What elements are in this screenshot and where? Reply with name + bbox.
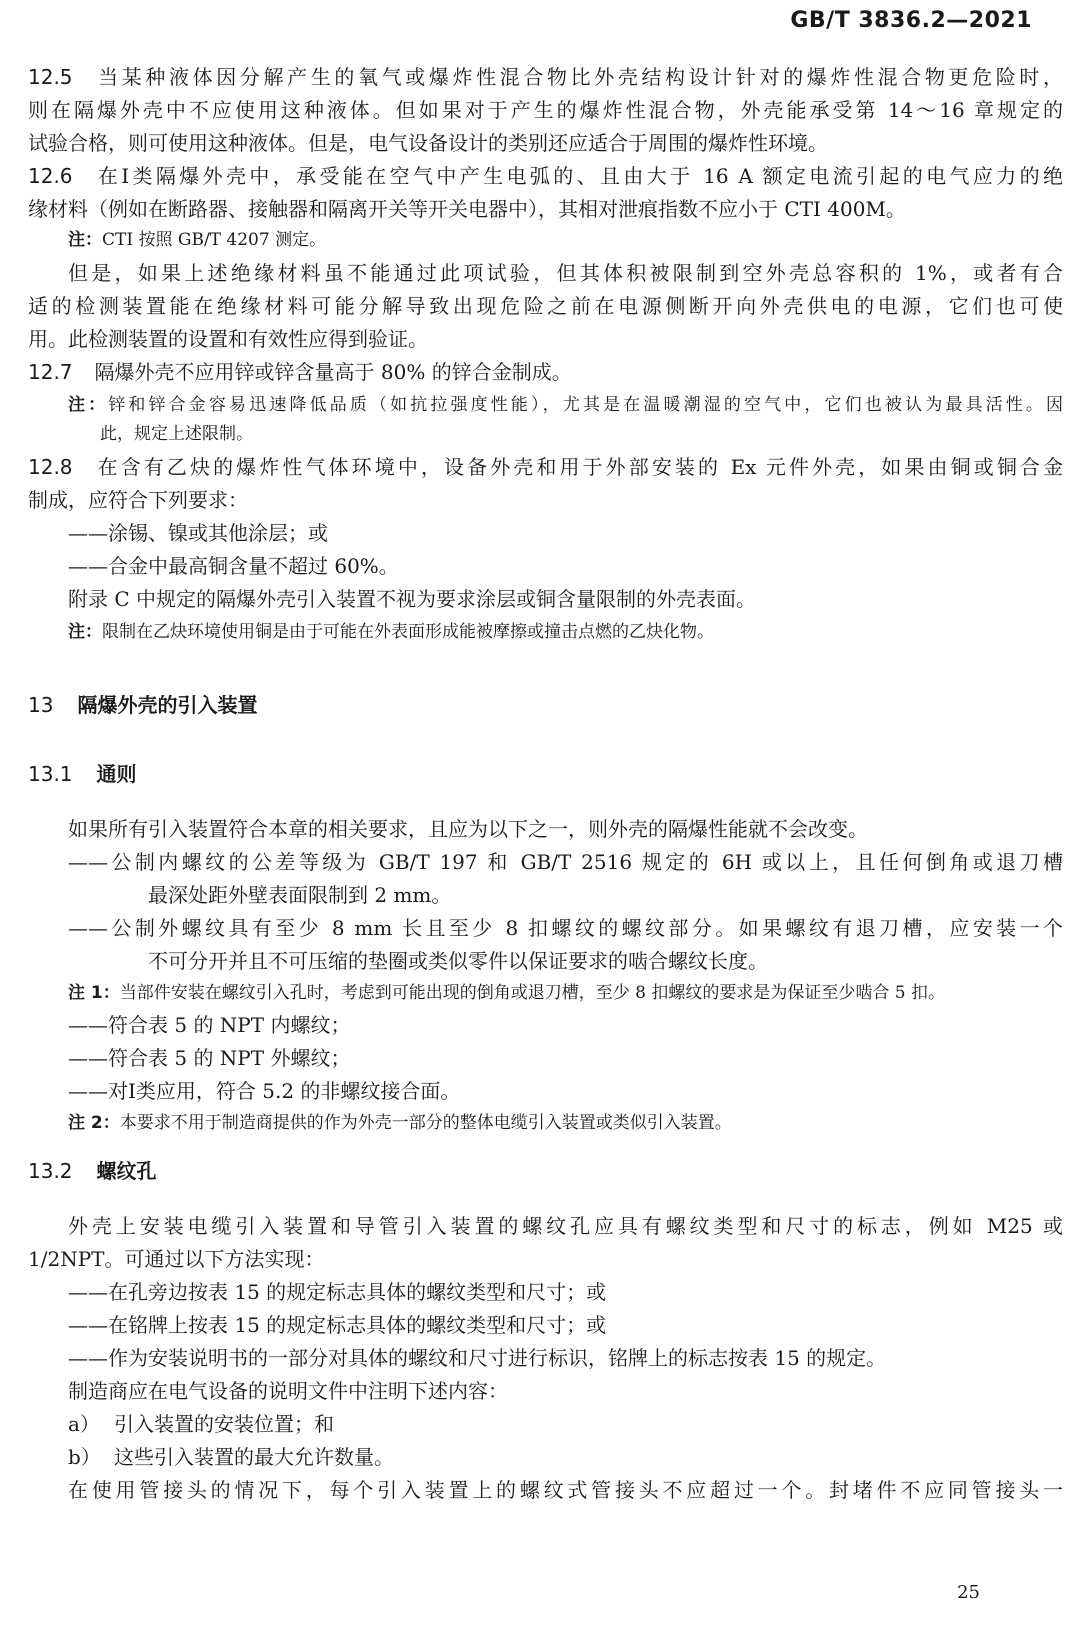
clause-12-7-note-line-1: 注：锌和锌合金容易迅速降低品质（如抗拉强度性能），尤其是在温暖潮湿的空气中，它们也被认为最具活性。因 <box>68 395 1063 415</box>
clause-12-6-para-line-3: 用。此检测装置的设置和有效性应得到验证。 <box>28 327 428 351</box>
clause-13-2-list-b: b） 这些引入装置的最大允许数量。 <box>68 1445 394 1469</box>
clause-13-1-item-4: ——符合表 5 的 NPT 外螺纹； <box>68 1046 351 1070</box>
clause-number: 12.5 <box>28 65 73 89</box>
clause-12-6-para-line-1: 但是，如果上述绝缘材料虽不能通过此项试验，但其体积被限制到空外壳总容积的 1%，或者有合 <box>68 261 1063 285</box>
clause-13-1-item-2-line-2: 不可分开并且不可压缩的垫圈或类似零件以保证要求的啮合螺纹长度。 <box>148 949 768 973</box>
clause-12-8-list-item-2: ——合金中最高铜含量不超过 60%。 <box>68 554 399 578</box>
clause-12-7-line-1: 12.7 隔爆外壳不应用锌或锌含量高于 80% 的锌合金制成。 <box>28 357 1063 387</box>
clause-13-1-item-1-line-1: ——公制内螺纹的公差等级为 GB/T 197 和 GB/T 2516 规定的 6H 或以上，且任何倒角或退刀槽 <box>68 850 1063 874</box>
clause-12-6-note: 注：CTI 按照 GB/T 4207 测定。 <box>68 230 327 250</box>
clause-12-8-line-2: 制成，应符合下列要求： <box>28 488 248 512</box>
clause-12-6-line-2: 缘材料（例如在断路器、接触器和隔离开关等开关电器中），其相对泄痕指数不应小于 CTI 400M。 <box>28 197 906 221</box>
clause-13-2-line-2: 1/2NPT。可通过以下方法实现： <box>28 1247 325 1271</box>
clause-13-1-note-1: 注 1：当部件安装在螺纹引入孔时，考虑到可能出现的倒角或退刀槽，至少 8 扣螺纹的要求是为保证至少啮合 5 扣。 <box>68 983 945 1003</box>
clause-number: 12.6 <box>28 164 73 188</box>
standard-code-header: GB/T 3836.2—2021 <box>790 8 1032 33</box>
clause-12-6-para-line-2: 适的检测装置能在绝缘材料可能分解导致出现危险之前在电源侧断开向外壳供电的电源，它们也可使 <box>28 294 1063 318</box>
clause-12-8-list-item-1: ——涂锡、镍或其他涂层；或 <box>68 521 328 545</box>
clause-13-2-item-3: ——作为安装说明书的一部分对具体的螺纹和尺寸进行标识，铭牌上的标志按表 15 的规定。 <box>68 1346 887 1370</box>
clause-13-1-item-1-line-2: 最深处距外壁表面限制到 2 mm。 <box>148 883 452 907</box>
clause-13-2-line-1: 外壳上安装电缆引入装置和导管引入装置的螺纹孔应具有螺纹类型和尺寸的标志，例如 M25 或 <box>68 1214 1063 1238</box>
clause-13-1-note-2: 注 2：本要求不用于制造商提供的作为外壳一部分的整体电缆引入装置或类似引入装置。 <box>68 1113 732 1133</box>
clause-13-2-item-1: ——在孔旁边按表 15 的规定标志具体的螺纹类型和尺寸；或 <box>68 1280 607 1304</box>
clause-13-1-item-3: ——符合表 5 的 NPT 内螺纹； <box>68 1013 351 1037</box>
clause-12-5-line-3: 试验合格，则可使用这种液体。但是，电气设备设计的类别还应适合于周围的爆炸性环境。 <box>28 131 828 155</box>
clause-13-1-intro: 如果所有引入装置符合本章的相关要求，且应为以下之一，则外壳的隔爆性能就不会改变。 <box>68 817 868 841</box>
clause-12-5-line-2: 则在隔爆外壳中不应使用这种液体。但如果对于产生的爆炸性混合物，外壳能承受第 14～16 章规定的 <box>28 98 1063 122</box>
clause-12-8-line-1: 12.8 在含有乙炔的爆炸性气体环境中，设备外壳和用于外部安装的 Ex 元件外壳，如果由铜或铜合金 <box>28 452 1063 482</box>
clause-13-2-item-2: ——在铭牌上按表 15 的规定标志具体的螺纹类型和尺寸；或 <box>68 1313 607 1337</box>
section-13-heading: 13 隔爆外壳的引入装置 <box>28 693 258 717</box>
clause-13-1-item-5: ——对Ⅰ类应用，符合 5.2 的非螺纹接合面。 <box>68 1079 461 1103</box>
clause-number: 12.7 <box>28 360 73 384</box>
clause-13-2-last-line: 在使用管接头的情况下，每个引入装置上的螺纹式管接头不应超过一个。封堵件不应同管接头一 <box>68 1478 1063 1502</box>
clause-12-7-note-line-2: 此，规定上述限制。 <box>100 424 253 444</box>
page-number: 25 <box>957 1582 980 1603</box>
clause-13-2-para: 制造商应在电气设备的说明文件中注明下述内容： <box>68 1379 508 1403</box>
clause-12-8-para: 附录 C 中规定的隔爆外壳引入装置不视为要求涂层或铜含量限制的外壳表面。 <box>68 587 757 611</box>
clause-13-1-item-2-line-1: ——公制外螺纹具有至少 8 mm 长且至少 8 扣螺纹的螺纹部分。如果螺纹有退刀槽，应安装一个 <box>68 916 1063 940</box>
clause-13-1-heading: 13.1 通则 <box>28 762 137 786</box>
clause-13-2-heading: 13.2 螺纹孔 <box>28 1159 157 1183</box>
clause-12-8-note: 注：限制在乙炔环境使用铜是由于可能在外表面形成能被摩擦或撞击点燃的乙炔化物。 <box>68 622 714 642</box>
clause-12-5-line-1: 12.5 当某种液体因分解产生的氧气或爆炸性混合物比外壳结构设计针对的爆炸性混合物更危险时， <box>28 62 1063 92</box>
clause-12-6-line-1: 12.6 在Ⅰ类隔爆外壳中，承受能在空气中产生电弧的、且由大于 16 A 额定电流引起的电气应力的绝 <box>28 161 1063 191</box>
clause-13-2-list-a: a） 引入装置的安装位置；和 <box>68 1412 334 1436</box>
clause-number: 12.8 <box>28 455 73 479</box>
